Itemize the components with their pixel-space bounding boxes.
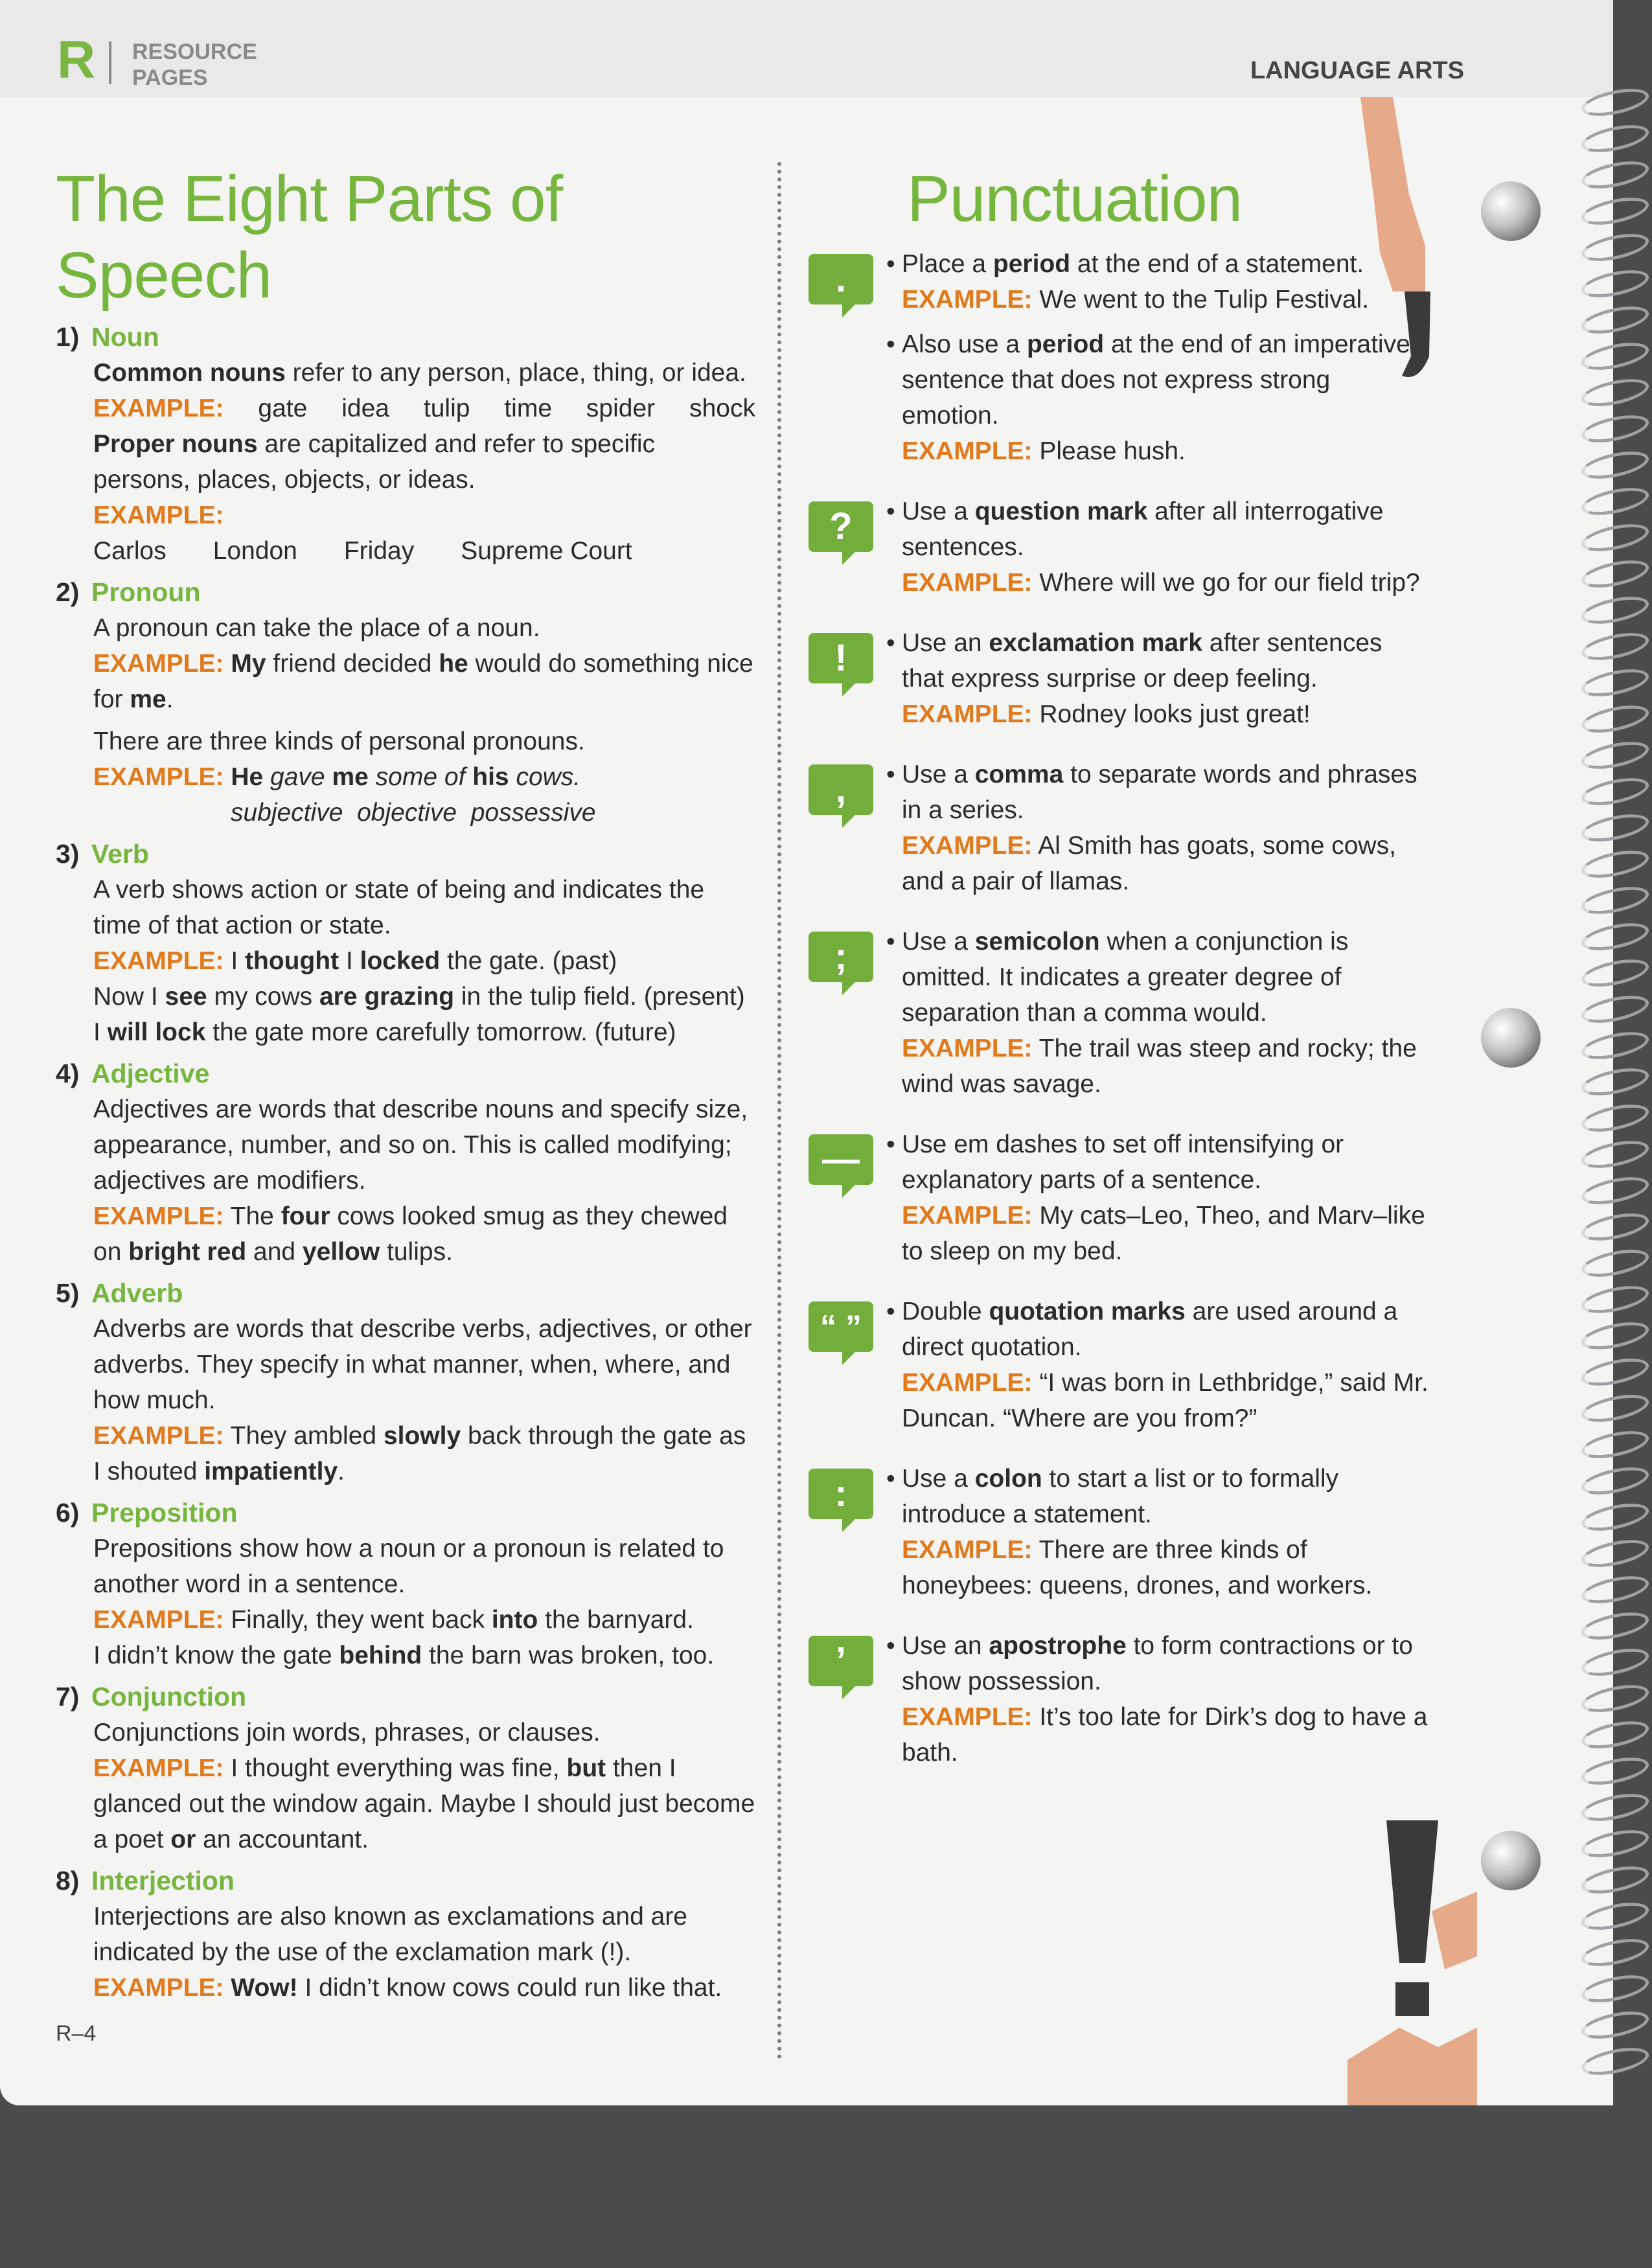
- spiral-coil: [1579, 84, 1651, 120]
- punc-period: . • Place a period at the end of a statement. EXAMPLE: We went to the Tulip Festival. • Also use a period at the end of an imperative sentence that does not express strong emotion. EXAMPLE: Please hush.: [823, 246, 1445, 469]
- spiral-coil: [1579, 1607, 1651, 1644]
- binder-hole: [1481, 181, 1541, 241]
- spiral-coil: [1579, 1317, 1651, 1354]
- spiral-coil: [1579, 628, 1651, 665]
- exclamation-mark-icon: !: [809, 633, 873, 683]
- pos-verb: 3) Verb A verb shows action or state of being and indicates the time of that action or state. EXAMPLE: I thought I locked the gate. (past) Now I see my cows are grazing in the tulip field. (present) I will lock the gate more carefully tomorrow. (future): [56, 839, 745, 1046]
- spiral-coil: [1579, 1426, 1651, 1463]
- spiral-coil: [1579, 664, 1651, 701]
- spiral-coil: [1579, 1644, 1651, 1680]
- punc-apostrophe: ’ • Use an apostrophe to form contractions or to show possession. EXAMPLE: It’s too late for Dirk’s dog to have a bath.: [823, 1628, 1445, 1770]
- spiral-coil: [1579, 338, 1651, 374]
- spiral-coil: [1579, 555, 1651, 592]
- spiral-coil: [1579, 1063, 1651, 1100]
- punc-colon: : • Use a colon to start a list or to formally introduce a statement. EXAMPLE: There are three kinds of honeybees: queens, drones, and workers.: [823, 1461, 1445, 1603]
- section-label: LANGUAGE ARTS: [1250, 57, 1464, 84]
- spiral-coil: [1579, 1789, 1651, 1826]
- pos-noun: 1) Noun Common nouns refer to any person, place, thing, or idea. EXAMPLE: gate idea tulip time spider shock Proper nouns are capitalized and refer to specific persons, places, objects, or ideas. EXAMPLE: Carlos London Friday Supreme Court: [56, 319, 755, 569]
- em-dash-icon: —: [809, 1134, 873, 1185]
- spiral-coil: [1579, 1825, 1651, 1862]
- pos-preposition: 6) Preposition Prepositions show how a noun or a pronoun is related to another word in a sentence. EXAMPLE: Finally, they went back into the barnyard. I didn’t know the gate behind the barn was broken, too.: [56, 1498, 724, 1669]
- spiral-coil: [1579, 265, 1651, 302]
- spiral-coil: [1579, 1535, 1651, 1572]
- spiral-coil: [1579, 1390, 1651, 1426]
- spiral-coil: [1579, 1970, 1651, 2007]
- spiral-coil: [1579, 1897, 1651, 1934]
- spiral-binding: [1555, 13, 1652, 2112]
- binder-hole: [1481, 1008, 1541, 1068]
- semicolon-icon: ;: [809, 932, 873, 982]
- period-icon: .: [809, 254, 873, 304]
- spiral-coil: [1579, 918, 1651, 955]
- pos-adjective: 4) Adjective Adjectives are words that describe nouns and specify size, appearance, number, and so on. This is called modifying; adjectives are modifiers. EXAMPLE: The four cows looked smug as they chewed on bright red and yellow tulips.: [56, 1059, 748, 1266]
- spiral-coil: [1579, 1861, 1651, 1898]
- page-number: R–4: [56, 2021, 97, 2046]
- spiral-coil: [1579, 882, 1651, 919]
- spiral-coil: [1579, 1281, 1651, 1318]
- punc-question-mark: ? • Use a question mark after all interrogative sentences. EXAMPLE: Where will we go for our field trip?: [823, 494, 1445, 601]
- spiral-coil: [1579, 519, 1651, 556]
- spiral-coil: [1579, 809, 1651, 846]
- column-divider: [777, 162, 781, 2060]
- apostrophe-icon: ’: [809, 1636, 873, 1686]
- spiral-coil: [1579, 156, 1651, 193]
- spiral-coil: [1579, 991, 1651, 1027]
- punc-exclamation-mark: ! • Use an exclamation mark after sentences that express surprise or deep feeling. EXAMPLE: Rodney looks just great!: [823, 625, 1445, 732]
- spiral-coil: [1579, 410, 1651, 447]
- spiral-coil: [1579, 1462, 1651, 1499]
- spiral-coil: [1579, 1208, 1651, 1245]
- binder-hole: [1481, 1831, 1541, 1890]
- spiral-coil: [1579, 1136, 1651, 1173]
- punc-semicolon: ; • Use a semicolon when a conjunction is omitted. It indicates a greater degree of separation than a comma would. EXAMPLE: The trail was steep and rocky; the wind was savage.: [823, 924, 1445, 1102]
- punc-quotation-marks: “ ” • Double quotation marks are used around a direct quotation. EXAMPLE: “I was born in Lethbridge,” said Mr. Duncan. “Where are you from?”: [823, 1294, 1445, 1436]
- spiral-coil: [1579, 1752, 1651, 1789]
- spiral-coil: [1579, 229, 1651, 266]
- spiral-coil: [1579, 1353, 1651, 1390]
- pos-pronoun: 2) Pronoun A pronoun can take the place of a noun. EXAMPLE: My friend decided he would do something nice for me. There are three kinds of personal pronouns. EXAMPLE: He gave me some of his cows. subjective objective possessive: [56, 577, 753, 827]
- spiral-coil: [1579, 773, 1651, 810]
- pos-adverb: 5) Adverb Adverbs are words that describe verbs, adjectives, or other adverbs. They specify in what manner, when, where, and how much. EXAMPLE: They ambled slowly back through the gate as I shouted impatiently.: [56, 1278, 752, 1485]
- spiral-coil: [1579, 1498, 1651, 1535]
- spiral-coil: [1579, 2006, 1651, 2043]
- spiral-coil: [1579, 192, 1651, 229]
- hand-holding-exclamation-icon: [1348, 1814, 1477, 2105]
- punc-comma: , • Use a comma to separate words and phrases in a series. EXAMPLE: Al Smith has goats, some cows, and a pair of llamas.: [823, 757, 1445, 899]
- spiral-coil: [1579, 301, 1651, 338]
- pos-conjunction: 7) Conjunction Conjunctions join words, phrases, or clauses. EXAMPLE: I thought everything was fine, but then I glanced out the window again. Maybe I should just become a poet or an accountant.: [56, 1682, 755, 1853]
- spiral-coil: [1579, 1934, 1651, 1971]
- spiral-coil: [1579, 845, 1651, 882]
- spiral-coil: [1579, 1027, 1651, 1064]
- spiral-coil: [1579, 446, 1651, 483]
- punctuation-column: [820, 161, 1445, 1770]
- spiral-coil: [1579, 954, 1651, 991]
- resource-logo-icon: R: [57, 30, 96, 89]
- spiral-coil: [1579, 483, 1651, 520]
- spiral-coil: [1579, 120, 1651, 157]
- punctuation-title: Punctuation: [907, 163, 1243, 235]
- spiral-coil: [1579, 374, 1651, 411]
- spiral-coil: [1579, 1716, 1651, 1753]
- question-mark-icon: ?: [809, 501, 873, 552]
- parts-of-speech-title: The Eight Parts of Speech: [56, 163, 563, 312]
- pos-interjection: 8) Interjection Interjections are also known as exclamations and are indicated by the use of the exclamation mark (!). EXAMPLE: Wow! I didn’t know cows could run like that.: [56, 1866, 722, 2002]
- spiral-coil: [1579, 700, 1651, 737]
- spiral-coil: [1579, 1571, 1651, 1608]
- colon-icon: :: [809, 1469, 873, 1519]
- comma-icon: ,: [809, 764, 873, 815]
- spiral-coil: [1579, 2043, 1651, 2079]
- parts-of-speech-column: [56, 161, 755, 2006]
- proper-noun-examples: Carlos London Friday Supreme Court: [93, 537, 632, 565]
- spiral-coil: [1579, 1099, 1651, 1136]
- spiral-coil: [1579, 1244, 1651, 1281]
- spiral-coil: [1579, 1680, 1651, 1717]
- resource-pages-label: RESOURCE PAGES: [132, 40, 257, 90]
- quotation-marks-icon: “ ”: [809, 1301, 873, 1352]
- common-noun-examples: EXAMPLE: gate idea tulip time spider shock: [93, 395, 755, 422]
- hand-holding-comma-icon: [1348, 97, 1451, 382]
- spiral-coil: [1579, 1172, 1651, 1209]
- logo-divider: [109, 41, 111, 84]
- spiral-coil: [1579, 591, 1651, 628]
- spiral-coil: [1579, 737, 1651, 773]
- punc-em-dash: — • Use em dashes to set off intensifying or explanatory parts of a sentence. EXAMPLE: My cats–Leo, Theo, and Marv–like to sleep on my bed.: [823, 1127, 1445, 1269]
